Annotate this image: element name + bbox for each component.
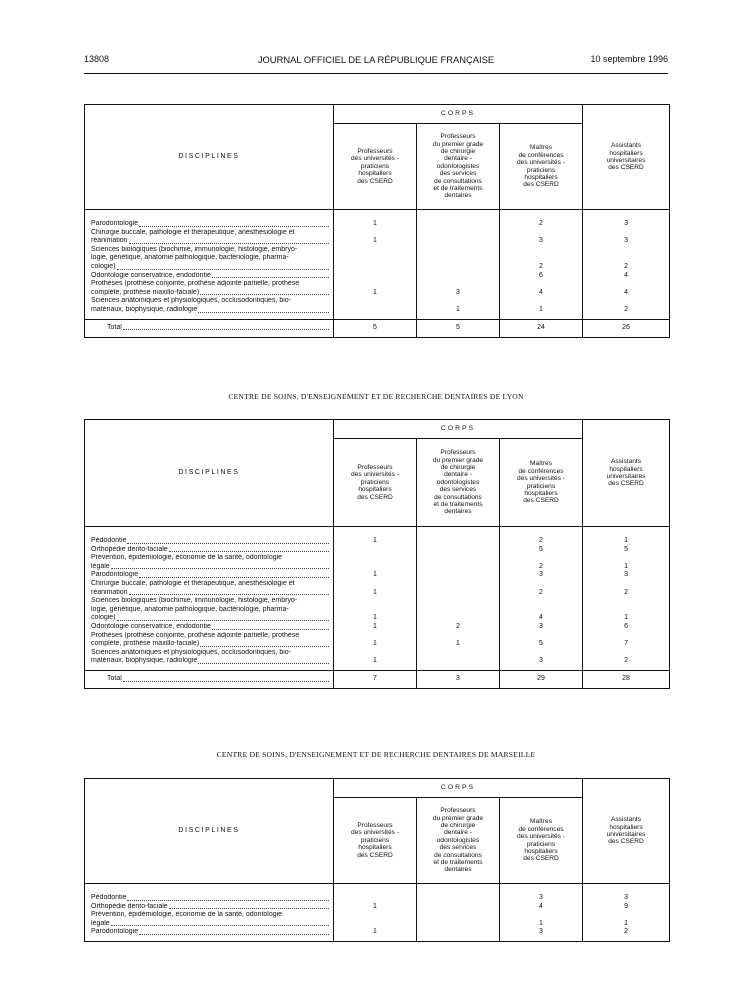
table-marseille	[84, 778, 670, 942]
dot-leader	[198, 312, 329, 313]
cell-spacer	[583, 911, 669, 920]
assistants-header: Assistants hospitaliers universitaires des CSERD	[583, 779, 670, 884]
total-label-cell	[85, 319, 334, 337]
discipline-line	[107, 675, 329, 684]
cell-spacer	[417, 649, 499, 658]
cell-value	[417, 657, 499, 666]
total-value: 26	[583, 319, 670, 337]
cell-value: 1	[373, 537, 377, 544]
total-row	[85, 670, 670, 688]
cell-value: 3	[539, 237, 543, 245]
dot-leader	[198, 663, 329, 664]
cell-value: 1	[373, 237, 377, 245]
professeurs-header: Professeurs des universités - praticiens hospitaliers des CSERD	[334, 798, 417, 884]
discipline-name: réanimation	[91, 237, 128, 245]
discipline-name: cologie)	[91, 614, 116, 622]
cell-value	[417, 920, 499, 929]
section-title-marseille: CENTRE DE SOINS, D'ENSEIGNEMENT ET DE RECHERCHE DENTAIRES DE MARSEILLE	[216, 750, 536, 759]
cell-spacer	[500, 246, 582, 255]
total-value: 24	[500, 319, 583, 337]
cell-value: 9	[624, 902, 628, 910]
cell-value	[334, 894, 416, 903]
cell-spacer	[583, 649, 669, 658]
cell-spacer	[583, 280, 669, 289]
cell-spacer	[583, 229, 669, 238]
dot-leader	[129, 594, 329, 595]
cell-value: 3	[624, 894, 628, 901]
discipline-name: Sciences anatomiques et physiologiques, occlusodontiques, bio-	[91, 648, 292, 656]
cell-spacer	[417, 554, 499, 563]
cell-spacer	[334, 246, 416, 255]
cell-value: 2	[539, 562, 543, 570]
cell-value	[417, 571, 499, 580]
cell-spacer	[334, 554, 416, 563]
cell-value: 1	[373, 220, 377, 227]
total-value: 28	[583, 670, 670, 688]
discipline-line	[91, 306, 329, 315]
cell-spacer	[500, 280, 582, 289]
cell-value	[417, 903, 499, 912]
total-label: Total	[107, 323, 122, 331]
discipline-name: complète, prothèse maxillo-faciale)	[91, 288, 200, 296]
cell-spacer	[583, 606, 669, 615]
cell-value: 2	[624, 262, 628, 270]
discipline-line	[91, 894, 329, 903]
cell-value: 1	[373, 622, 377, 630]
cell-value	[417, 589, 499, 598]
discipline-line	[91, 537, 329, 546]
discipline-name: Chirurgie buccale, pathologie et thérapeutique, anesthésiologie et	[91, 228, 295, 236]
cell-value: 1	[456, 305, 460, 313]
total-label: Total	[107, 675, 122, 683]
cell-value	[417, 263, 499, 272]
discipline-name: réanimation	[91, 588, 128, 596]
cell-value: 3	[624, 571, 628, 579]
cell-spacer	[500, 229, 582, 238]
discipline-name: Chirurgie buccale, pathologie et thérapeutique, anesthésiologie et	[91, 579, 295, 587]
cell-value: 2	[624, 928, 628, 936]
dot-leader	[169, 908, 329, 909]
cell-value: 4	[539, 288, 543, 296]
dot-leader	[129, 243, 329, 244]
professeurs-header: Professeurs des universités - praticiens hospitaliers des CSERD	[334, 124, 417, 210]
discipline-line	[91, 657, 329, 666]
discipline-line	[91, 903, 329, 912]
cell-spacer	[583, 297, 669, 306]
discipline-name: Sciences biologiques (biochimie, immunologie, histologie, embryo-	[91, 245, 298, 253]
disciplines-column	[85, 527, 334, 671]
discipline-name: logie, génétique, anatomie pathologique, bactériologie, pharma-	[91, 254, 289, 262]
discipline-line	[91, 623, 329, 632]
cell-value	[334, 920, 416, 929]
cell-value: 4	[539, 902, 543, 910]
cell-value: 2	[539, 588, 543, 596]
discipline-name: légale	[91, 919, 110, 927]
total-value: 5	[417, 319, 500, 337]
value-column	[334, 884, 417, 942]
value-column	[583, 527, 670, 671]
cell-spacer	[334, 632, 416, 641]
cell-value: 2	[539, 220, 543, 227]
discipline-name: complète, prothèse maxillo-faciale)	[91, 640, 200, 648]
dot-leader	[139, 226, 329, 227]
maitres-header: Maîtres de conférences des universités - praticiens hospitaliers des CSERD	[500, 439, 583, 527]
cell-spacer	[500, 606, 582, 615]
cell-spacer	[334, 280, 416, 289]
dot-leader	[117, 620, 329, 621]
cell-value: 2	[456, 622, 460, 630]
discipline-line	[91, 614, 329, 623]
cell-value	[417, 237, 499, 246]
corps-header: CORPS	[334, 105, 583, 124]
cell-value	[334, 546, 416, 555]
corps-header: CORPS	[334, 779, 583, 798]
discipline-line	[91, 289, 329, 298]
value-column	[334, 210, 417, 320]
dot-leader	[117, 269, 329, 270]
cell-spacer	[500, 911, 582, 920]
disciplines-header: DISCIPLINES	[85, 420, 334, 527]
cell-value	[417, 272, 499, 281]
total-value: 7	[334, 670, 417, 688]
cell-spacer	[583, 580, 669, 589]
dot-leader	[139, 934, 329, 935]
value-column	[334, 527, 417, 671]
cell-spacer	[334, 297, 416, 306]
cell-value: 1	[624, 919, 628, 927]
cell-value: 2	[624, 305, 628, 313]
cell-value: 1	[539, 919, 543, 927]
cell-value: 4	[624, 271, 628, 279]
disciplines-column	[85, 210, 334, 320]
total-row	[85, 319, 670, 337]
discipline-name: Parodontologie	[91, 220, 139, 227]
cell-value: 1	[373, 614, 377, 622]
discipline-name: Prévention, épidémiologie, économie de la santé, odontologie	[91, 911, 283, 919]
cell-spacer	[334, 649, 416, 658]
cell-value: 1	[373, 902, 377, 910]
value-column	[500, 210, 583, 320]
cell-value: 5	[539, 545, 543, 553]
disciplines-header: DISCIPLINES	[85, 105, 334, 210]
value-column	[500, 527, 583, 671]
cell-spacer	[334, 229, 416, 238]
cell-value: 1	[373, 588, 377, 596]
premier-grade-header: Professeurs du premier grade de chirurgie dentaire - odontologistes des services de consultations et de traitements dentaires	[417, 124, 500, 210]
disciplines-header: DISCIPLINES	[85, 779, 334, 884]
cell-value: 3	[539, 622, 543, 630]
cell-value	[334, 272, 416, 281]
cell-value: 3	[539, 928, 543, 936]
cell-value: 2	[539, 537, 543, 544]
cell-spacer	[417, 580, 499, 589]
cell-spacer	[583, 597, 669, 606]
cell-value	[417, 220, 499, 229]
cell-value	[417, 894, 499, 903]
cell-value: 3	[539, 571, 543, 579]
value-column	[583, 210, 670, 320]
discipline-line	[91, 263, 329, 272]
value-column	[583, 884, 670, 942]
cell-spacer	[417, 297, 499, 306]
table-body-row	[85, 884, 670, 942]
premier-grade-header: Professeurs du premier grade de chirurgie dentaire - odontologistes des services de consultations et de traitements dentaires	[417, 798, 500, 884]
discipline-line	[91, 920, 329, 929]
maitres-header: Maîtres de conférences des universités - praticiens hospitaliers des CSERD	[500, 798, 583, 884]
dot-leader	[139, 577, 329, 578]
cell-value: 1	[373, 288, 377, 296]
discipline-name: Sciences biologiques (biochimie, immunologie, histologie, embryo-	[91, 597, 298, 605]
discipline-line	[91, 928, 329, 937]
cell-value	[417, 928, 499, 937]
discipline-name: matériaux, biophysique, radiologie	[91, 657, 198, 665]
cell-value: 4	[539, 614, 543, 622]
discipline-name: Odontologie conservatrice, endodontie	[91, 622, 211, 630]
discipline-name: Prothèses (prothèse conjointe, prothèse adjointe partielle, prothèse	[91, 280, 300, 288]
dot-leader	[123, 681, 329, 682]
cell-value	[417, 537, 499, 546]
cell-spacer	[500, 580, 582, 589]
cell-spacer	[500, 297, 582, 306]
discipline-line	[91, 546, 329, 555]
cell-value	[334, 306, 416, 315]
total-value: 29	[500, 670, 583, 688]
dot-leader	[111, 568, 329, 569]
cell-value: 4	[624, 288, 628, 296]
cell-value: 6	[539, 271, 543, 279]
cell-value	[417, 614, 499, 623]
discipline-name: Sciences anatomiques et physiologiques, occlusodontiques, bio-	[91, 297, 292, 305]
discipline-name: Prothèses (prothèse conjointe, prothèse adjointe partielle, prothèse	[91, 631, 300, 639]
discipline-name: Prévention, épidémiologie, économie de la santé, odontologie	[91, 554, 283, 562]
cell-spacer	[417, 254, 499, 263]
dot-leader	[111, 925, 329, 926]
cell-value	[334, 563, 416, 572]
cell-spacer	[500, 554, 582, 563]
dot-leader	[123, 329, 329, 330]
cell-value: 7	[624, 640, 628, 648]
cell-value: 1	[456, 640, 460, 648]
premier-grade-header: Professeurs du premier grade de chirurgie dentaire - odontologistes des services de consultations et de traitements dentaires	[417, 439, 500, 527]
cell-value	[334, 263, 416, 272]
discipline-name: matériaux, biophysique, radiologie	[91, 305, 198, 313]
cell-spacer	[334, 254, 416, 263]
table-body-row	[85, 527, 670, 671]
cell-spacer	[500, 254, 582, 263]
value-column	[417, 884, 500, 942]
discipline-name: Orthopédie dento-faciale	[91, 902, 168, 910]
assistants-header: Assistants hospitaliers universitaires des CSERD	[583, 105, 670, 210]
professeurs-header: Professeurs des universités - praticiens hospitaliers des CSERD	[334, 439, 417, 527]
discipline-name: Parodontologie	[91, 571, 139, 579]
cell-value	[417, 563, 499, 572]
table-body-row	[85, 210, 670, 320]
discipline-name: légale	[91, 562, 110, 570]
cell-value: 3	[624, 237, 628, 245]
cell-value: 1	[373, 928, 377, 936]
cell-spacer	[583, 554, 669, 563]
discipline-line	[91, 563, 329, 572]
cell-spacer	[334, 911, 416, 920]
cell-spacer	[417, 911, 499, 920]
discipline-name: Pédodontie	[91, 894, 127, 901]
page-number: 13808	[84, 54, 110, 64]
cell-value: 1	[373, 657, 377, 665]
dot-leader	[212, 629, 329, 630]
value-column	[417, 527, 500, 671]
cell-value: 1	[539, 305, 543, 313]
cell-value: 5	[539, 640, 543, 648]
discipline-line	[91, 589, 329, 598]
assistants-header: Assistants hospitaliers universitaires des CSERD	[583, 420, 670, 527]
cell-spacer	[417, 597, 499, 606]
discipline-name: logie, génétique, anatomie pathologique, bactériologie, pharma-	[91, 605, 289, 613]
corps-header: CORPS	[334, 420, 583, 439]
value-column	[417, 210, 500, 320]
discipline-line	[91, 237, 329, 246]
dot-leader	[200, 646, 329, 647]
discipline-line	[91, 640, 329, 649]
dot-leader	[212, 277, 329, 278]
cell-value: 1	[624, 537, 628, 544]
discipline-line	[91, 272, 329, 281]
cell-value: 2	[624, 588, 628, 596]
dot-leader	[200, 294, 329, 295]
cell-value	[417, 546, 499, 555]
section-title-lyon: CENTRE DE SOINS, D'ENSEIGNEMENT ET DE RECHERCHE DENTAIRES DE LYON	[228, 392, 524, 401]
cell-value: 1	[624, 562, 628, 570]
total-label-cell	[85, 670, 334, 688]
total-value: 5	[334, 319, 417, 337]
cell-value: 3	[539, 894, 543, 901]
issue-date: 10 septembre 1996	[590, 54, 668, 64]
discipline-name: cologie)	[91, 262, 116, 270]
cell-spacer	[500, 649, 582, 658]
discipline-name: Odontologie conservatrice, endodontie	[91, 271, 211, 279]
cell-value: 2	[539, 262, 543, 270]
header-rule	[84, 73, 668, 74]
cell-spacer	[334, 580, 416, 589]
cell-spacer	[417, 632, 499, 641]
cell-value: 5	[624, 545, 628, 553]
cell-spacer	[417, 280, 499, 289]
maitres-header: Maîtres de conférences des universités - praticiens hospitaliers des CSERD	[500, 124, 583, 210]
cell-value: 6	[624, 622, 628, 630]
table-lyon	[84, 419, 670, 689]
cell-spacer	[334, 606, 416, 615]
cell-value: 1	[373, 571, 377, 579]
cell-spacer	[500, 632, 582, 641]
discipline-line	[91, 220, 329, 229]
total-value: 3	[417, 670, 500, 688]
disciplines-column	[85, 884, 334, 942]
cell-spacer	[583, 254, 669, 263]
cell-value: 3	[539, 657, 543, 665]
cell-spacer	[583, 632, 669, 641]
journal-title: JOURNAL OFFICIEL DE LA RÉPUBLIQUE FRANÇAISE	[257, 54, 495, 65]
dot-leader	[127, 900, 329, 901]
cell-value: 3	[624, 220, 628, 227]
cell-spacer	[500, 597, 582, 606]
discipline-line	[91, 571, 329, 580]
cell-value: 3	[456, 288, 460, 296]
cell-spacer	[417, 246, 499, 255]
discipline-name: Pédodontie	[91, 537, 127, 544]
cell-value: 1	[373, 640, 377, 648]
cell-spacer	[417, 229, 499, 238]
cell-spacer	[417, 606, 499, 615]
table-first	[84, 104, 670, 338]
cell-spacer	[583, 246, 669, 255]
discipline-line	[107, 324, 329, 333]
cell-spacer	[334, 597, 416, 606]
cell-value: 1	[624, 614, 628, 622]
cell-value: 2	[624, 657, 628, 665]
discipline-name: Orthopédie dento-faciale	[91, 545, 168, 553]
dot-leader	[127, 543, 329, 544]
dot-leader	[169, 551, 329, 552]
value-column	[500, 884, 583, 942]
discipline-name: Parodontologie	[91, 928, 139, 936]
